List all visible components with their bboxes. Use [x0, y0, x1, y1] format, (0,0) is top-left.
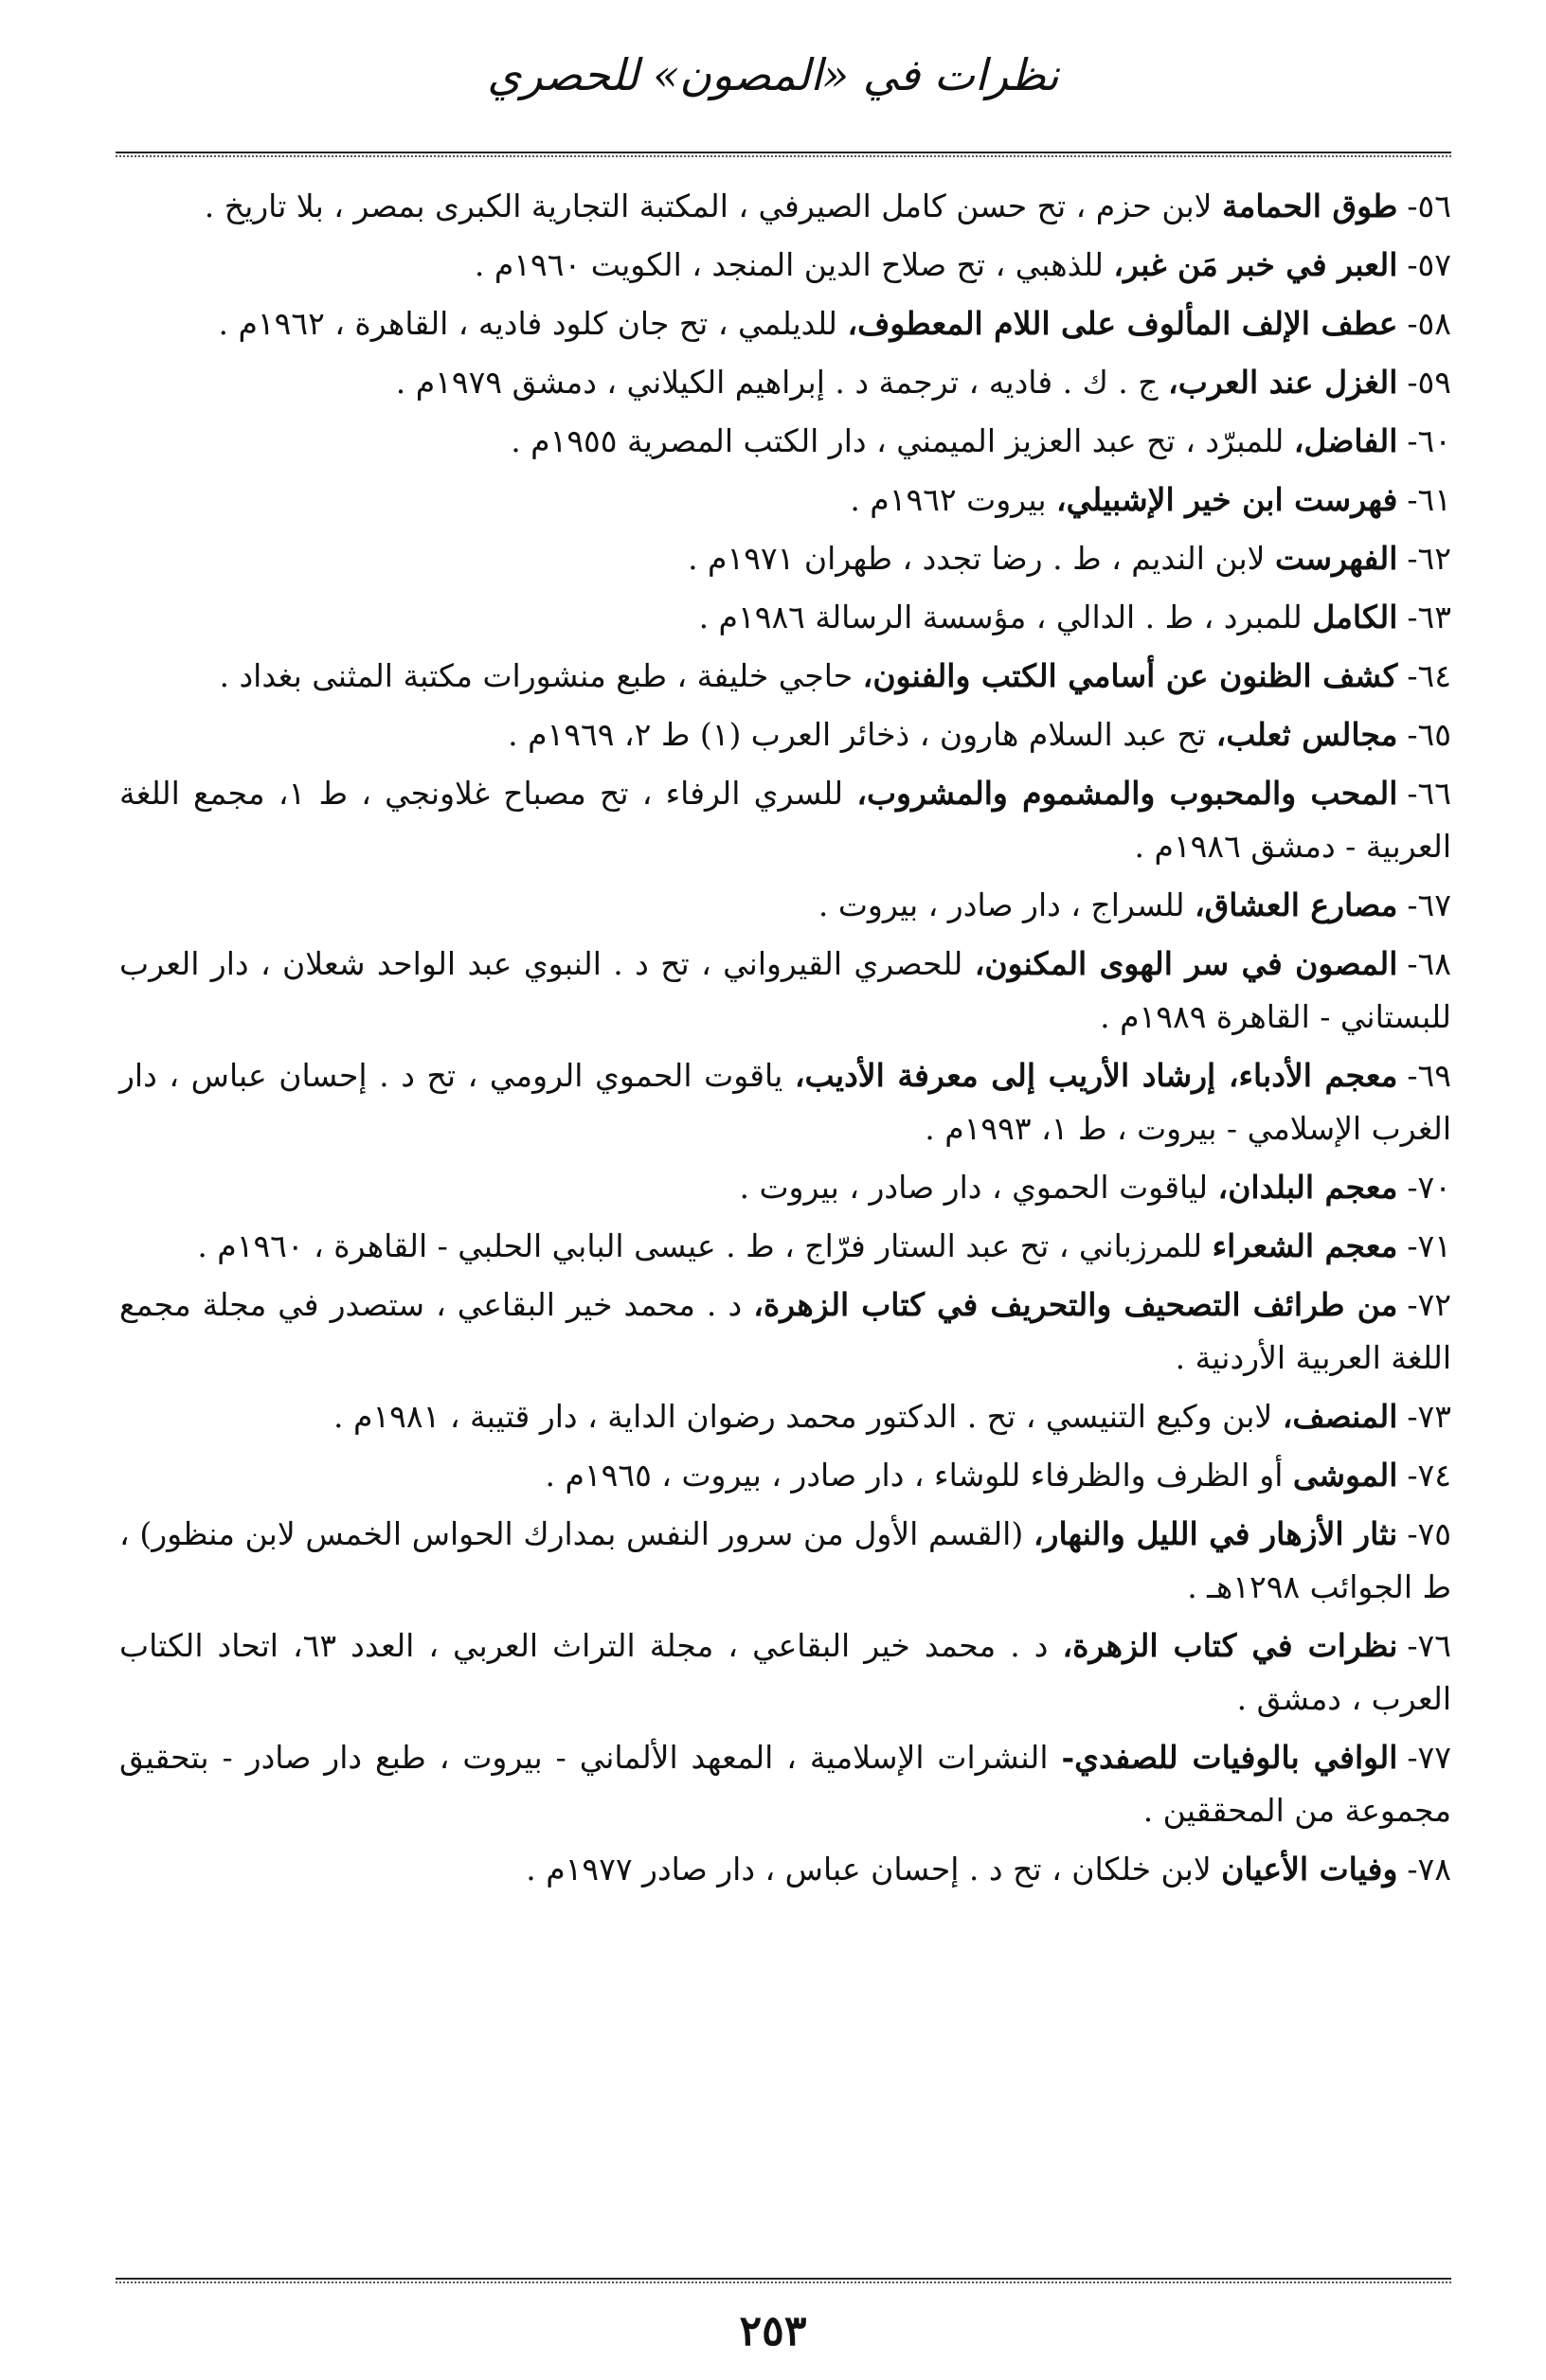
entry-details: للحصري القيرواني ، تح د . النبوي عبد الواحد شعلان ، دار العرب للبستاني - القاهرة ١٩٨٩م . — [119, 945, 1451, 1035]
entry-number: ٥٦- — [1407, 188, 1451, 224]
bibliography-entry — [119, 708, 1451, 761]
entry-details: النشرات الإسلامية ، المعهد الألماني - بيروت ، طبع دار صادر - بتحقيق مجموعة من المحققين . — [119, 1739, 1451, 1829]
bibliography-entry — [119, 938, 1451, 1044]
bibliography-entry — [119, 415, 1451, 468]
entry-details: (القسم الأول من سرور النفس بمدارك الحواس الخمس لابن منظور) ، ط الجوائب ١٢٩٨هـ . — [119, 1515, 1451, 1605]
entry-title: كشف الظنون عن أسامي الكتب والفنون، — [862, 657, 1398, 694]
bibliography-entry — [119, 591, 1451, 644]
page-header-title: نظرات في «المصون» للحصري — [487, 49, 1059, 100]
entry-details: لابن خلكان ، تح د . إحسان عباس ، دار صادر ١٩٧٧م . — [526, 1851, 1212, 1888]
entry-number: ٦٣- — [1407, 599, 1451, 635]
entry-details: للسري الرفاء ، تح مصباح غلاونجي ، ط ١، مجمع اللغة العربية - دمشق ١٩٨٦م . — [119, 775, 1451, 865]
entry-number: ٦١- — [1407, 481, 1451, 518]
entry-details: حاجي خليفة ، طبع منشورات مكتبة المثنى بغداد . — [219, 657, 854, 694]
entry-details: لابن حزم ، تح حسن كامل الصيرفي ، المكتبة التجارية الكبرى بمصر ، بلا تاريخ . — [204, 188, 1213, 224]
entry-number: ٧٢- — [1407, 1286, 1451, 1323]
entry-title: معجم الأدباء، إرشاد الأريب إلى معرفة الأديب، — [794, 1057, 1398, 1094]
entry-number: ٦٩- — [1407, 1057, 1451, 1094]
entry-title: الوافي بالوفيات للصفدي- — [1061, 1739, 1398, 1776]
bibliography-entry — [119, 767, 1451, 873]
bibliography-list — [119, 180, 1451, 1902]
entry-number: ٧١- — [1407, 1227, 1451, 1264]
entry-details: ياقوت الحموي الرومي ، تح د . إحسان عباس ، دار الغرب الإسلامي - بيروت ، ط ١، ١٩٩٣م . — [119, 1057, 1451, 1147]
bibliography-entry — [119, 1279, 1451, 1385]
entry-details: للسراج ، دار صادر ، بيروت . — [818, 886, 1185, 923]
entry-details: للذهبي ، تح صلاح الدين المنجد ، الكويت ١٩٦٠م . — [474, 246, 1104, 283]
entry-title: العبر في خبر مَن غبر، — [1113, 246, 1398, 283]
entry-number: ٦٥- — [1407, 716, 1451, 753]
entry-details: بيروت ١٩٦٢م . — [850, 481, 1047, 518]
entry-title: فهرست ابن خير الإشبيلي، — [1056, 481, 1398, 518]
entry-title: الغزل عند العرب، — [1168, 364, 1398, 401]
entry-details: د . محمد خير البقاعي ، ستصدر في مجلة مجمع اللغة العربية الأردنية . — [119, 1286, 1451, 1376]
entry-title: طوق الحمامة — [1221, 188, 1398, 224]
entry-number: ٦٦- — [1407, 775, 1451, 812]
entry-number: ٥٨- — [1407, 305, 1451, 342]
entry-number: ٧٨- — [1407, 1851, 1451, 1888]
entry-details: أو الظرف والظرفاء للوشاء ، دار صادر ، بيروت ، ١٩٦٥م . — [545, 1457, 1284, 1494]
entry-details: للمبرّد ، تح عبد العزيز الميمني ، دار الكتب المصرية ١٩٥٥م . — [511, 422, 1285, 459]
entry-number: ٧٦- — [1407, 1627, 1451, 1664]
entry-details: تح عبد السلام هارون ، ذخائر العرب (١) ط ٢، ١٩٦٩م . — [508, 716, 1207, 753]
bibliography-entry — [119, 532, 1451, 585]
page-number: ٢٥٣ — [739, 2307, 807, 2355]
entry-title: معجم البلدان، — [1217, 1169, 1398, 1206]
entry-details: د . محمد خير البقاعي ، مجلة التراث العربي ، العدد ٦٣، اتحاد الكتاب العرب ، دمشق . — [119, 1627, 1451, 1717]
entry-title: وفيات الأعيان — [1221, 1851, 1398, 1888]
bibliography-entry — [119, 1049, 1451, 1155]
entry-title: نظرات في كتاب الزهرة، — [1062, 1627, 1398, 1664]
bibliography-entry — [119, 474, 1451, 527]
entry-title: المحب والمحبوب والمشموم والمشروب، — [856, 775, 1398, 812]
entry-details: لابن النديم ، ط . رضا تجدد ، طهران ١٩٧١م . — [688, 540, 1266, 577]
entry-details: ج . ك . فاديه ، ترجمة د . إبراهيم الكيلاني ، دمشق ١٩٧٩م . — [395, 364, 1159, 401]
bibliography-entry — [119, 1731, 1451, 1837]
entry-number: ٦٠- — [1407, 422, 1451, 459]
bibliography-entry — [119, 180, 1451, 233]
bibliography-entry — [119, 1449, 1451, 1502]
entry-number: ٧٤- — [1407, 1457, 1451, 1494]
entry-title: الكامل — [1312, 599, 1398, 635]
entry-title: الموشى — [1292, 1457, 1398, 1494]
entry-title: المصون في سر الهوى المكنون، — [974, 945, 1398, 982]
bibliography-entry — [119, 356, 1451, 409]
entry-title: الفهرست — [1275, 540, 1398, 577]
entry-details: للمبرد ، ط . الدالي ، مؤسسة الرسالة ١٩٨٦م . — [698, 599, 1303, 635]
bibliography-entry — [119, 239, 1451, 292]
entry-number: ٧٣- — [1407, 1398, 1451, 1435]
entry-number: ٧٧- — [1407, 1739, 1451, 1776]
entry-number: ٦٢- — [1407, 540, 1451, 577]
bibliography-entry — [119, 650, 1451, 703]
entry-title: معجم الشعراء — [1212, 1227, 1398, 1264]
bibliography-entry — [119, 1390, 1451, 1443]
bibliography-entry — [119, 1843, 1451, 1896]
entry-title: الفاضل، — [1293, 422, 1398, 459]
footer-divider — [116, 2278, 1451, 2283]
entry-title: المنصف، — [1282, 1398, 1398, 1435]
header-divider — [116, 152, 1451, 157]
entry-title: مصارع العشاق، — [1195, 886, 1398, 923]
entry-number: ٥٧- — [1407, 246, 1451, 283]
entry-number: ٦٨- — [1407, 945, 1451, 982]
entry-number: ٦٧- — [1407, 886, 1451, 923]
entry-title: مجالس ثعلب، — [1215, 716, 1398, 753]
entry-title: من طرائف التصحيف والتحريف في كتاب الزهرة، — [753, 1286, 1398, 1323]
entry-number: ٥٩- — [1407, 364, 1451, 401]
bibliography-entry — [119, 1220, 1451, 1273]
entry-details: للمرزباني ، تح عبد الستار فرّاج ، ط . عيسى البابي الحلبي - القاهرة ، ١٩٦٠م . — [197, 1227, 1203, 1264]
bibliography-entry — [119, 1161, 1451, 1214]
entry-details: للديلمي ، تح جان كلود فاديه ، القاهرة ، ١٩٦٢م . — [218, 305, 837, 342]
entry-number: ٧٠- — [1407, 1169, 1451, 1206]
bibliography-entry — [119, 1619, 1451, 1726]
entry-title: عطف الإلف المألوف على اللام المعطوف، — [847, 305, 1398, 342]
entry-details: لياقوت الحموي ، دار صادر ، بيروت . — [739, 1169, 1209, 1206]
bibliography-entry — [119, 879, 1451, 932]
entry-number: ٧٥- — [1407, 1515, 1451, 1552]
entry-title: نثار الأزهار في الليل والنهار، — [1033, 1515, 1398, 1552]
entry-details: لابن وكيع التنيسي ، تح . الدكتور محمد رضوان الداية ، دار قتيبة ، ١٩٨١م . — [333, 1398, 1273, 1435]
entry-number: ٦٤- — [1407, 657, 1451, 694]
bibliography-entry — [119, 1508, 1451, 1614]
bibliography-entry — [119, 297, 1451, 350]
